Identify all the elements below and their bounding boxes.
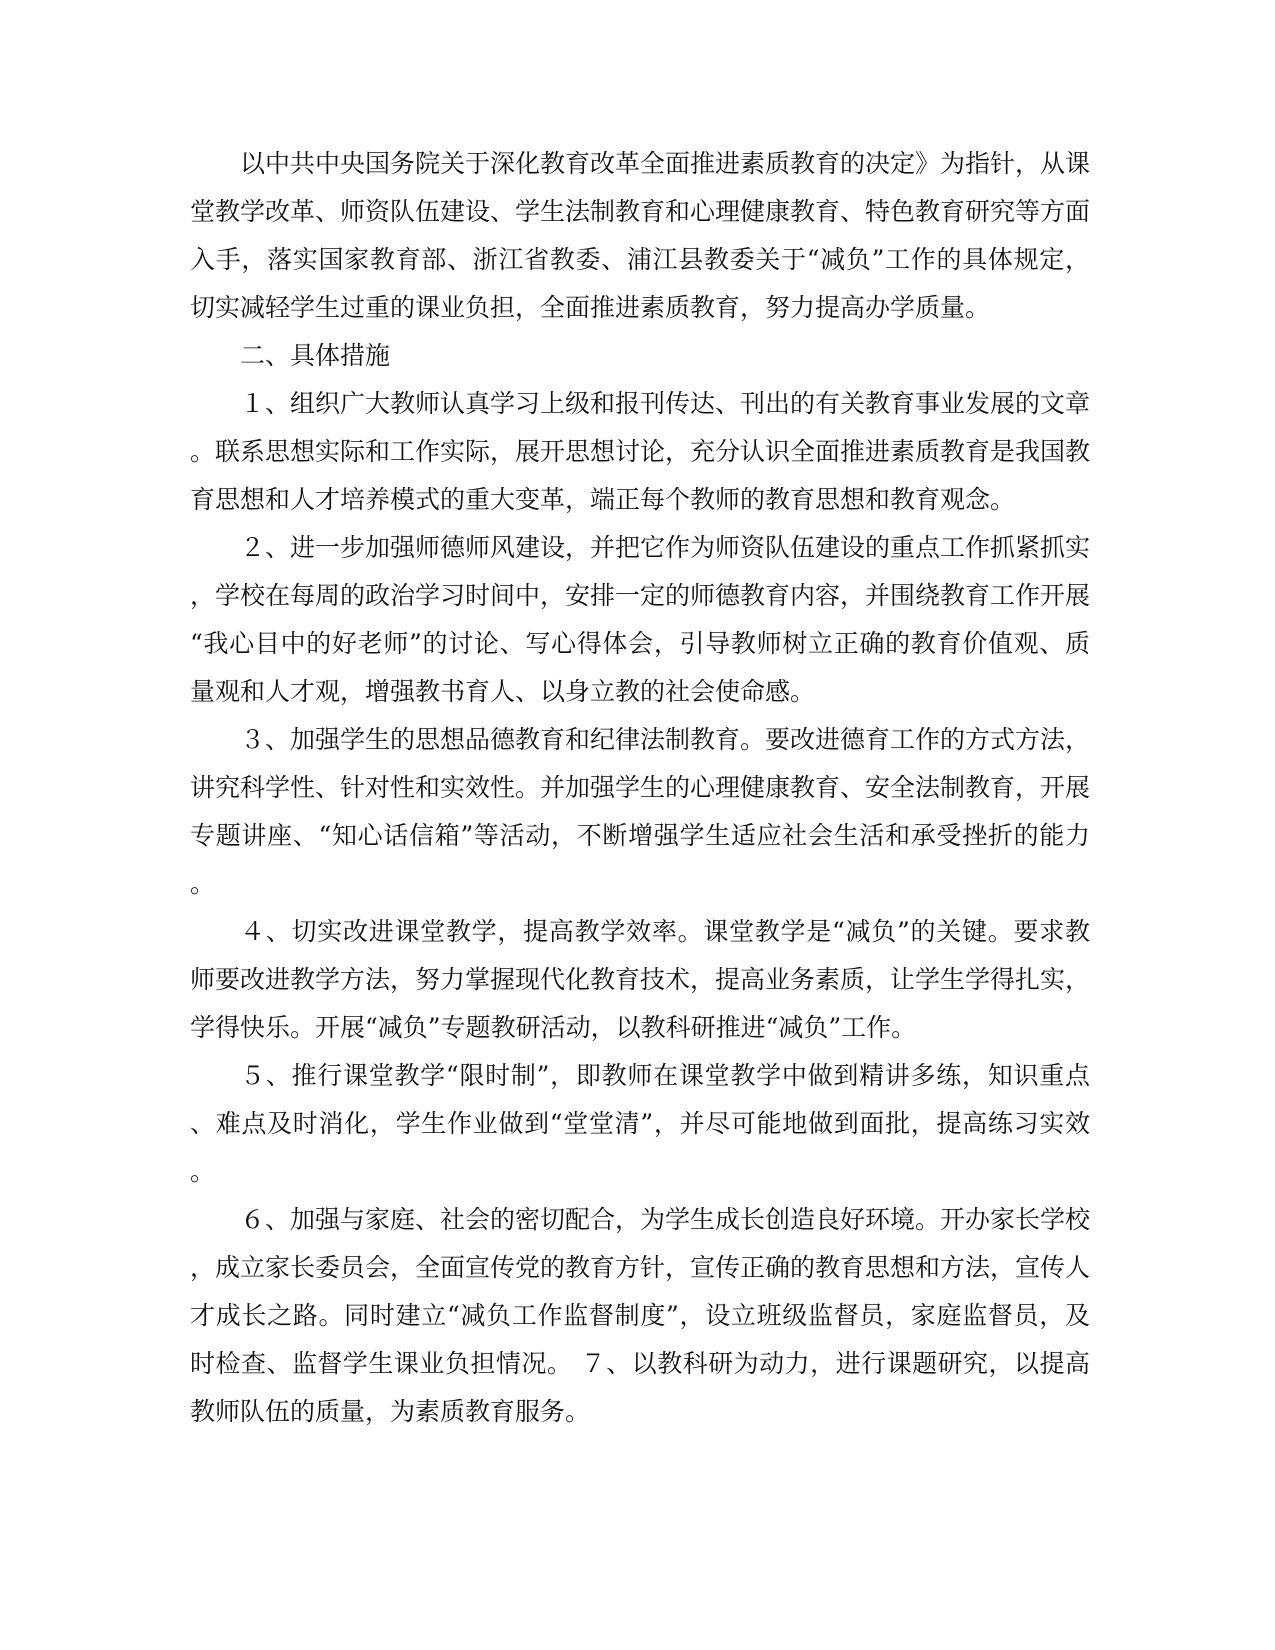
paragraph-measure-4: ４、切实改进课堂教学，提高教学效率。课堂教学是“减负”的关键。要求教师要改进教学方法，努力掌握现代化教育技术，提高业务素质，让学生学得扎实，学得快乐。开展“减负”专题教研活动，以教科研推进“减负”工作。	[190, 917, 1091, 1042]
paragraph-measure-2: ２、进一步加强师德师风建设，并把它作为师资队伍建设的重点工作抓紧抓实，学校在每周的政治学习时间中，安排一定的师德教育内容，并围绕教育工作开展“我心目中的好老师”的讨论、写心得体会，引导教师树立正确的教育价值观、质量观和人才观，增强教书育人、以身立教的社会使命感。	[190, 533, 1091, 706]
paragraph-measure-3: ３、加强学生的思想品德教育和纪律法制教育。要改进德育工作的方式方法，讲究科学性、针对性和实效性。并加强学生的心理健康教育、安全法制教育，开展专题讲座、“知心话信箱”等活动，不断增强学生适应社会生活和承受挫折的能力。	[190, 725, 1091, 898]
paragraph-measure-6-7: ６、加强与家庭、社会的密切配合，为学生成长创造良好环境。开办家长学校，成立家长委员会，全面宣传党的教育方针，宣传正确的教育思想和方法，宣传人才成长之路。同时建立“减负工作监督制度”，设立班级监督员，家庭监督员，及时检查、监督学生课业负担情况。 ７、以教科研为动力，进行课题研究，以提高教师队伍的质量，为素质教育服务。	[190, 1205, 1091, 1426]
paragraph-measure-1: １、组织广大教师认真学习上级和报刊传达、刊出的有关教育事业发展的文章。联系思想实际和工作实际，展开思想讨论，充分认识全面推进素质教育是我国教育思想和人才培养模式的重大变革，端正每个教师的教育思想和教育观念。	[190, 389, 1091, 514]
document-body	[190, 140, 1090, 1436]
section-heading-measures: 二、具体措施	[240, 341, 391, 370]
paragraph-measure-5: ５、推行课堂教学“限时制”，即教师在课堂教学中做到精讲多练，知识重点、难点及时消化，学生作业做到“堂堂清”，并尽可能地做到面批，提高练习实效。	[190, 1061, 1090, 1186]
paragraph-guiding-principle: 以中共中央国务院关于深化教育改革全面推进素质教育的决定》为指针，从课堂教学改革、师资队伍建设、学生法制教育和心理健康教育、特色教育研究等方面入手，落实国家教育部、浙江省教委、浦江县教委关于“减负”工作的具体规定，切实减轻学生过重的课业负担，全面推进素质教育，努力提高办学质量。	[190, 149, 1091, 322]
